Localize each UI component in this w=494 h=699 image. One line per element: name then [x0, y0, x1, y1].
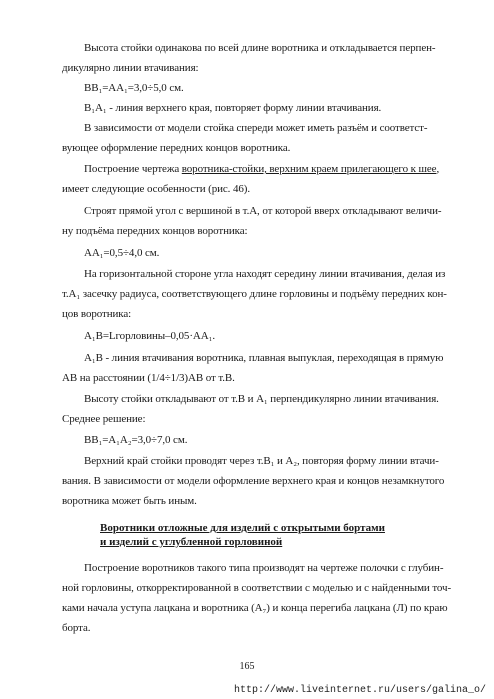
- section-heading: Воротники отложные для изделий с открытыми бортами: [100, 522, 385, 534]
- formula-line: АА₁=0,5÷4,0 см.: [84, 247, 160, 259]
- text-line: Верхний край стойки проводят через т.В₁ и А₂, повторяя форму линии втачи-: [84, 455, 439, 467]
- text-line-underlined: Построение чертежа воротника-стойки, верхним краем прилегающего к шее,: [84, 163, 440, 175]
- text-line: ну подъёма передних концов воротника:: [62, 225, 248, 237]
- formula-line: ВВ₁=АА₁=3,0÷5,0 см.: [84, 82, 184, 94]
- text-line: Высоту стойки откладывают от т.В и А₁ перпендикулярно линии втачивания.: [84, 393, 439, 405]
- text-line: имеет следующие особенности (рис. 46).: [62, 183, 250, 195]
- text-line: воротника может быть иным.: [62, 495, 197, 507]
- page-number: 165: [239, 661, 255, 672]
- text-line: вания. В зависимости от модели оформление верхнего края и концов незамкнутого: [62, 475, 445, 487]
- text-line: ками начала уступа лацкана и воротника (А₇) и конца перегиба лацкана (Л) по краю: [62, 602, 448, 614]
- formula-line: А₁В=Lгорловины–0,05·АА₁.: [84, 330, 215, 342]
- text-line: борта.: [62, 622, 91, 634]
- text-line: ной горловины, откорректированной в соответствии с моделью и с найденными точ-: [62, 582, 452, 594]
- text-line: АВ на расстоянии (1/4÷1/3)АВ от т.В.: [62, 372, 235, 384]
- text-line: Строят прямой угол с вершиной в т.А, от которой вверх откладывают величи-: [84, 205, 442, 217]
- text-line: дикулярно линии втачивания:: [62, 62, 199, 74]
- text-line: т.А₁ засечку радиуса, соответствующего длине горловины и подъёму передних кон-: [62, 288, 447, 300]
- section-heading: и изделий с углубленной горловиной: [100, 536, 283, 548]
- text-line: Построение воротников такого типа производят на чертеже полочки с глубин-: [84, 562, 444, 574]
- text-line: Высота стойки одинакова по всей длине воротника и откладывается перпен-: [84, 42, 436, 54]
- text-line: В зависимости от модели стойка спереди может иметь разъём и соответст-: [84, 122, 428, 134]
- text-line: цов воротника:: [62, 308, 132, 320]
- formula-line: ВВ₁=А₁А₂=3,0÷7,0 см.: [84, 434, 188, 446]
- text-line: вующее оформление передних концов воротника.: [62, 142, 291, 154]
- text-line: На горизонтальной стороне угла находят середину линии втачивания, делая из: [84, 268, 446, 280]
- text-line: В₁А₁ - линия верхнего края, повторяет форму линии втачивания.: [84, 102, 382, 114]
- text-line: Среднее решение:: [62, 413, 146, 425]
- text-line: А₁В - линия втачивания воротника, плавная выпуклая, переходящая в прямую: [84, 352, 444, 364]
- footer-url[interactable]: http://www.liveinternet.ru/users/galina_o/: [233, 685, 486, 696]
